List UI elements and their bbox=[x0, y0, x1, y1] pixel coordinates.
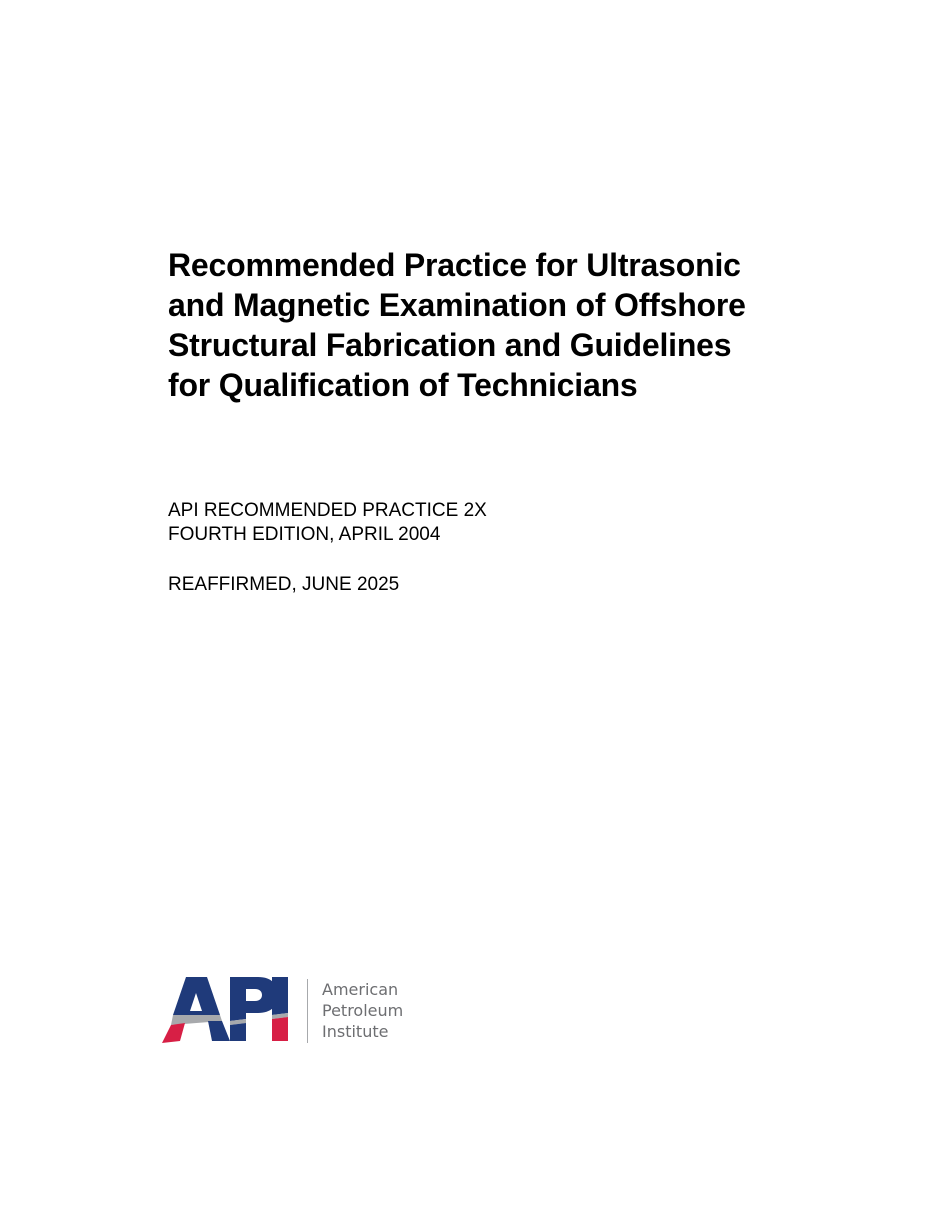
document-title bbox=[168, 245, 868, 405]
title-line-2: and Magnetic Examination of Offshore bbox=[168, 287, 746, 323]
document-reaffirmed: REAFFIRMED, JUNE 2025 bbox=[168, 574, 400, 595]
api-logo-mark bbox=[160, 975, 292, 1045]
logo-a-right-leg bbox=[208, 1021, 230, 1041]
title-line-4: for Qualification of Technicians bbox=[168, 367, 638, 403]
logo-divider bbox=[307, 979, 308, 1043]
document-designation: API RECOMMENDED PRACTICE 2X bbox=[168, 500, 487, 521]
logo-word-american: American bbox=[322, 980, 399, 999]
api-logo bbox=[160, 975, 430, 1047]
logo-word-petroleum: Petroleum bbox=[322, 1001, 404, 1020]
title-line-1: Recommended Practice for Ultrasonic bbox=[168, 247, 741, 283]
logo-i-stem bbox=[272, 977, 288, 1015]
logo-word-institute: Institute bbox=[322, 1022, 389, 1041]
logo-wordmark bbox=[322, 979, 403, 1042]
logo-i-lower bbox=[272, 1017, 288, 1041]
title-line-3: Structural Fabrication and Guidelines bbox=[168, 327, 732, 363]
logo-a-red-leg bbox=[162, 1023, 185, 1043]
document-edition: FOURTH EDITION, APRIL 2004 bbox=[168, 524, 441, 545]
logo-p-stem bbox=[230, 1023, 246, 1041]
